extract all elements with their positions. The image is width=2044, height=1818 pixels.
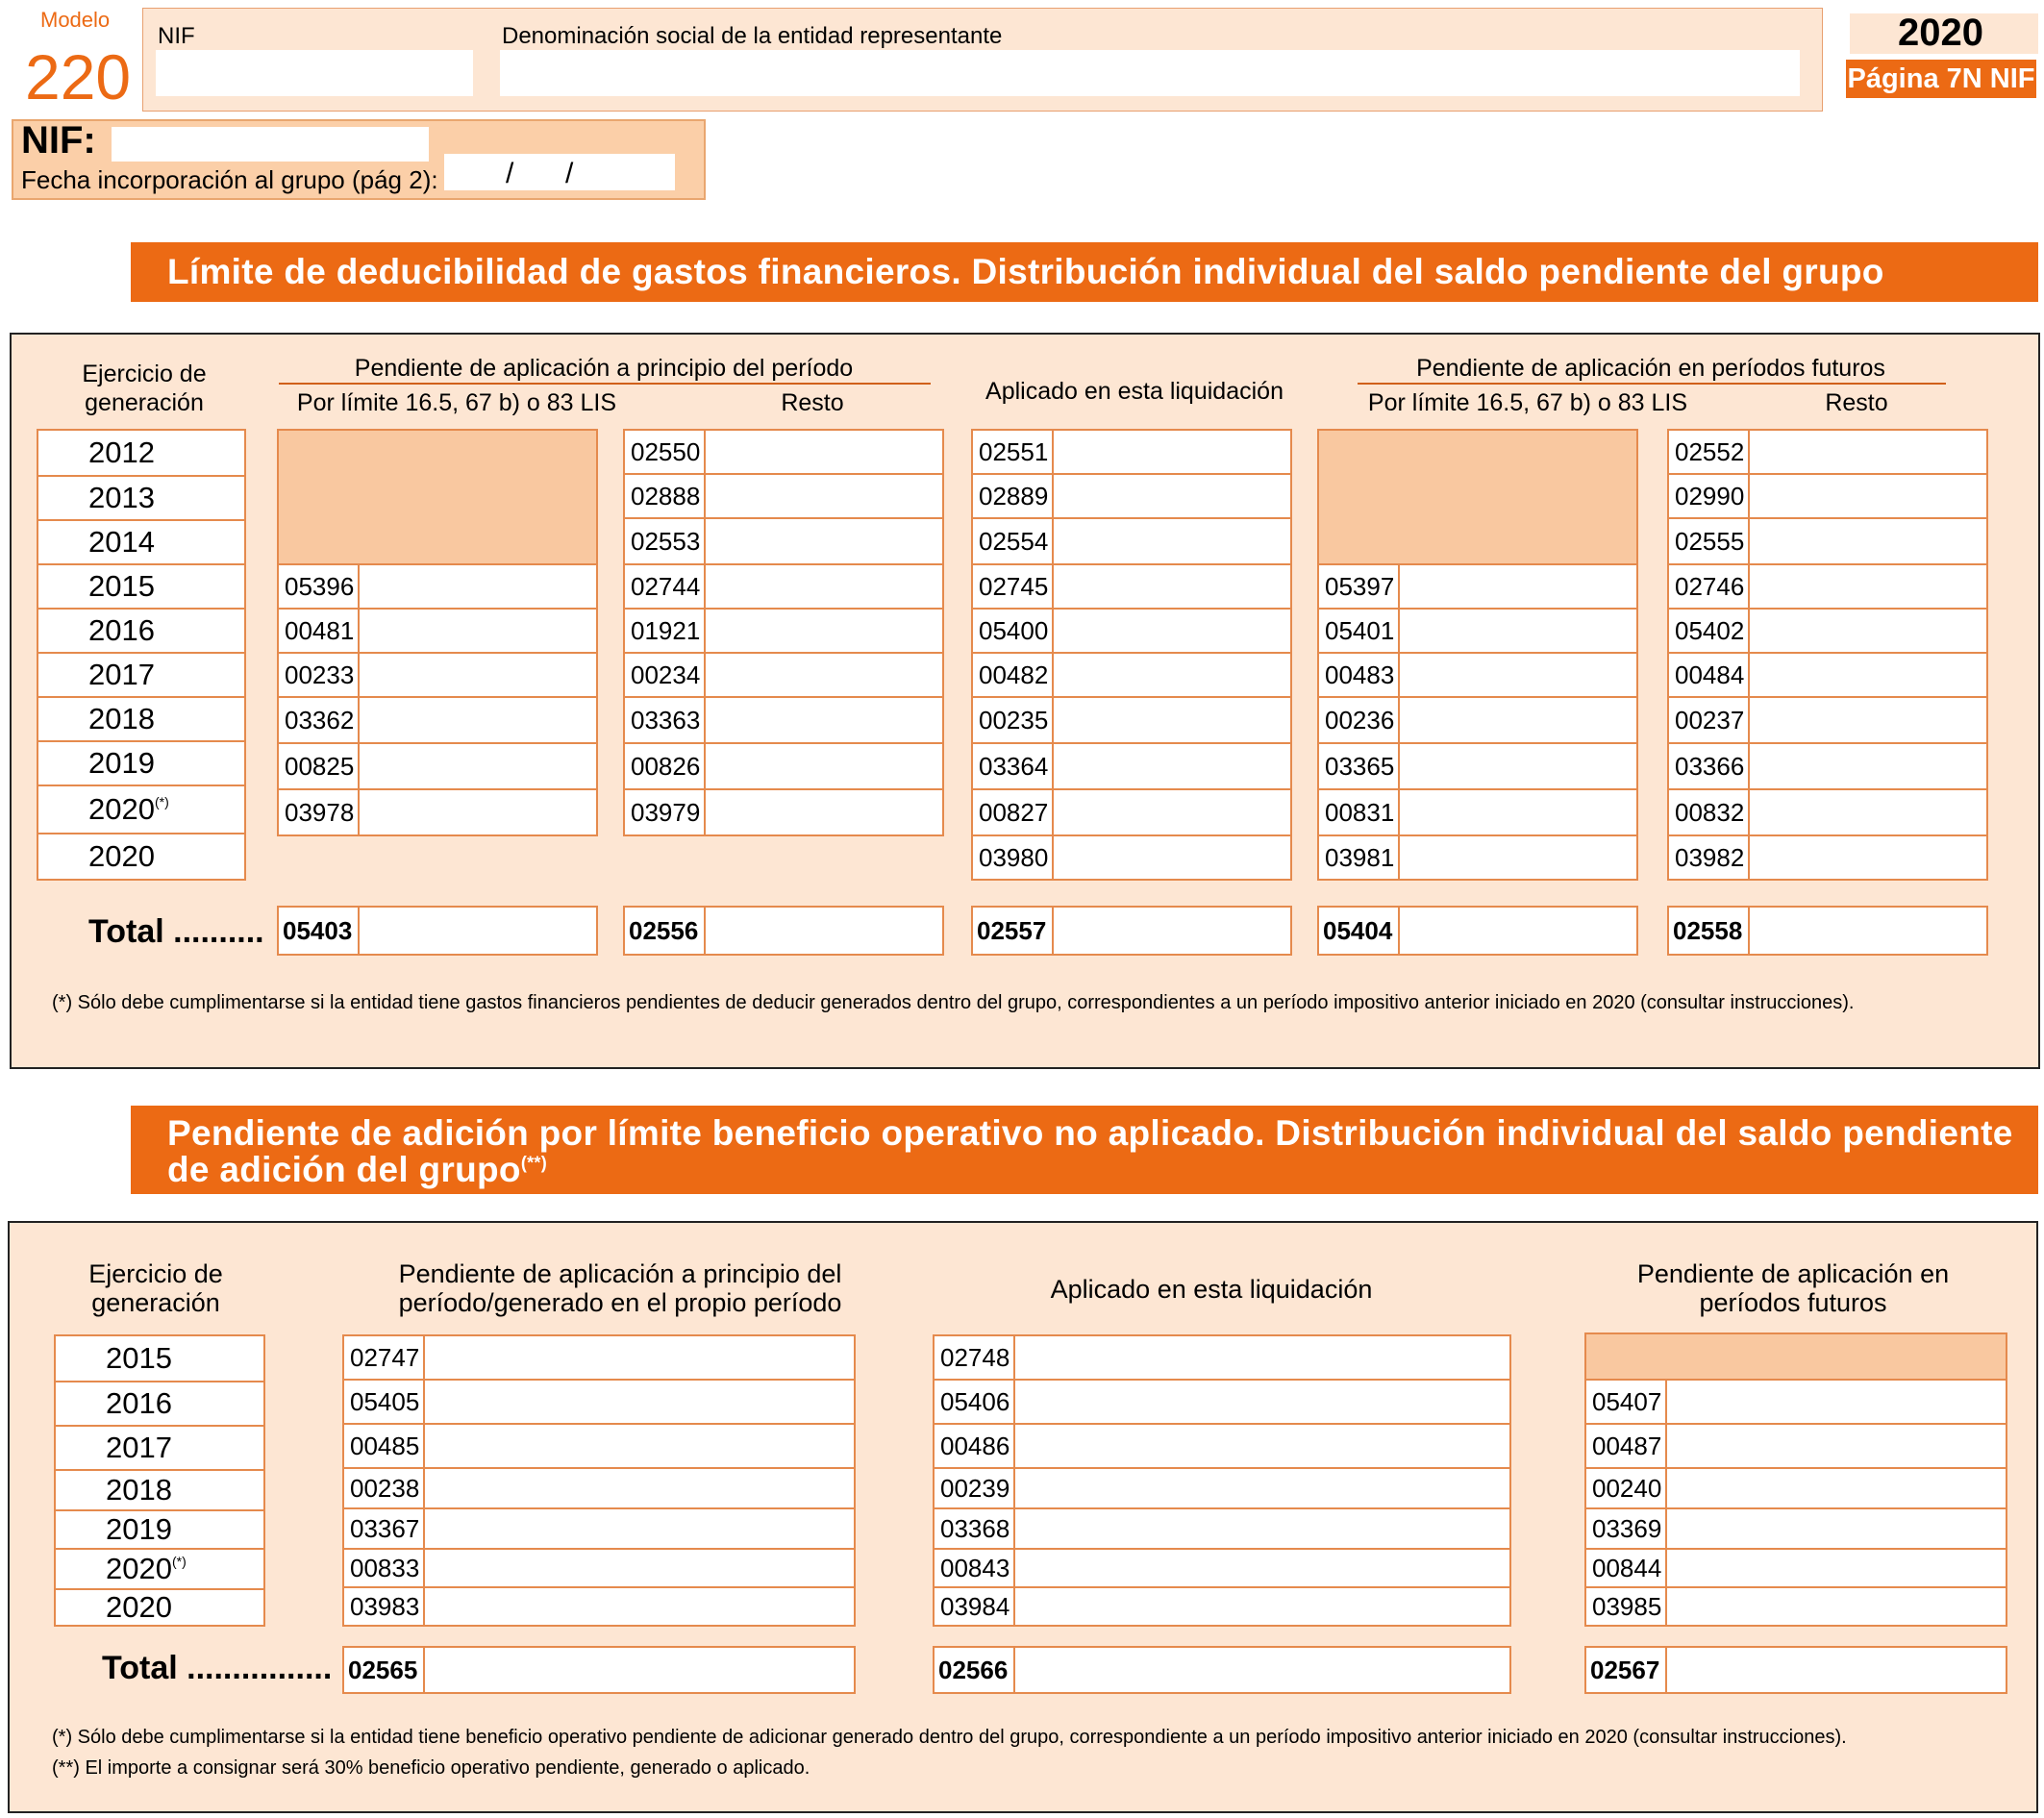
field-code: 02746: [1669, 565, 1750, 608]
s2-header-futuros: Pendiente de aplicación en períodos futuros: [1636, 1259, 1950, 1317]
s1-col5-cell: [1669, 744, 1986, 790]
s1-col5-cell: [1669, 431, 1986, 475]
s1-col5-input[interactable]: [1752, 521, 1984, 561]
s2-col2-cell: [935, 1588, 1509, 1625]
s1-total-box-1: [277, 906, 598, 956]
s1-col3-cell: [973, 744, 1290, 790]
field-code: 03367: [344, 1509, 425, 1548]
s2-total-box-3: [1584, 1646, 2007, 1694]
s1-col3-cell: [973, 565, 1290, 610]
field-code: 03369: [1586, 1509, 1667, 1548]
s1-col1-cell: [279, 565, 596, 610]
s1-col4-cell: [1319, 790, 1636, 836]
s2-col1-input[interactable]: [427, 1427, 852, 1465]
s1-col2-input[interactable]: [708, 792, 940, 833]
nif-label: NIF: [158, 23, 195, 49]
s1-col3-input[interactable]: [1056, 656, 1288, 694]
field-code: 00484: [1669, 654, 1750, 696]
field-code: 05406: [935, 1381, 1015, 1423]
s2-year: 2016: [56, 1382, 263, 1427]
field-code: 00240: [1586, 1469, 1667, 1507]
s1-total-input-2[interactable]: [708, 909, 940, 952]
s1-col3-cell: [973, 519, 1290, 565]
s1-col1-input[interactable]: [361, 746, 594, 786]
field-code: 00238: [344, 1469, 425, 1507]
field-code: 00481: [279, 610, 360, 652]
s1-col3-cell: [973, 475, 1290, 519]
s2-col2-input[interactable]: [1017, 1471, 1508, 1506]
s1-header-underline-1: [279, 383, 931, 385]
field-code: 03981: [1319, 836, 1400, 879]
s1-col5-input[interactable]: [1752, 611, 1984, 650]
s1-year: 2017: [38, 654, 244, 698]
s1-col5-input[interactable]: [1752, 746, 1984, 786]
field-code: 02747: [344, 1336, 425, 1379]
s1-col5-input[interactable]: [1752, 477, 1984, 515]
field-code: 00483: [1319, 654, 1400, 696]
s2-col1-input[interactable]: [427, 1382, 852, 1421]
s2-col1-input[interactable]: [427, 1338, 852, 1377]
s2-col1-cell: [344, 1588, 854, 1625]
s1-col5-cell: [1669, 836, 1986, 879]
field-code: 00234: [625, 654, 706, 696]
field-code: 00235: [973, 698, 1054, 742]
field-code: 03368: [935, 1509, 1015, 1548]
s1-col1-cell: [279, 790, 596, 834]
s1-col4-input[interactable]: [1402, 611, 1634, 650]
denominacion-label: Denominación social de la entidad representante: [502, 23, 1003, 49]
field-code: 05397: [1319, 565, 1400, 608]
s1-col2-cell: [625, 565, 942, 610]
year-label: 2020: [1898, 12, 1983, 54]
s2-col3-input[interactable]: [1669, 1471, 2004, 1506]
s1-year: 2014: [38, 521, 244, 565]
field-code: 02551: [973, 431, 1054, 473]
nif-field[interactable]: [156, 50, 473, 96]
s1-col1-input[interactable]: [361, 792, 594, 833]
s2-col2-input[interactable]: [1017, 1338, 1508, 1377]
s1-total-input-1[interactable]: [361, 909, 594, 952]
field-code: 00236: [1319, 698, 1400, 742]
modelo-number: 220: [25, 41, 132, 112]
s2-year: 2018: [56, 1471, 263, 1511]
s2-col3-cell: [1586, 1381, 2006, 1425]
s2-col1-cell: [344, 1381, 854, 1425]
field-code: 03364: [973, 744, 1054, 788]
s1-col1-cell: [279, 744, 596, 790]
s1-col1-input[interactable]: [361, 700, 594, 740]
s1-year: 2019: [38, 742, 244, 786]
s1-col4-input[interactable]: [1402, 656, 1634, 694]
s1-col4-box: [1317, 429, 1638, 881]
section2-title-line2: de adición del grupo(**): [167, 1150, 548, 1189]
s1-header-underline-2: [1358, 383, 1946, 385]
s1-col4-input[interactable]: [1402, 700, 1634, 740]
s2-col2-input[interactable]: [1017, 1427, 1508, 1465]
s2-col1-cell: [344, 1509, 854, 1550]
page-label: Página 7N NIF: [1846, 60, 2036, 98]
s1-col3-input[interactable]: [1056, 611, 1288, 650]
s2-col3-input[interactable]: [1669, 1382, 2004, 1421]
s1-col5-input[interactable]: [1752, 838, 1984, 877]
s1-col2-input[interactable]: [708, 433, 940, 471]
s1-col5-cell: [1669, 519, 1986, 565]
field-code: 03982: [1669, 836, 1750, 879]
s1-col3-input[interactable]: [1056, 838, 1288, 877]
s1-col2-input[interactable]: [708, 477, 940, 515]
s1-col5-cell: [1669, 654, 1986, 698]
s2-col3-box: [1584, 1332, 2007, 1627]
s2-col3-shaded: [1586, 1334, 2006, 1381]
s2-col1-cell: [344, 1336, 854, 1381]
field-code: 00844: [1586, 1550, 1667, 1586]
s2-col3-cell: [1586, 1509, 2006, 1550]
s1-col2-input[interactable]: [708, 611, 940, 650]
s1-col1-input[interactable]: [361, 611, 594, 650]
s1-total-input-5[interactable]: [1752, 909, 1984, 952]
s1-col4-input[interactable]: [1402, 792, 1634, 833]
s1-col5-cell: [1669, 610, 1986, 654]
s2-footnote-2: (**) El importe a consignar será 30% beneficio operativo pendiente, generado o aplicado.: [52, 1757, 810, 1779]
s1-col4-cell: [1319, 744, 1636, 790]
s2-col1-box: [342, 1334, 856, 1627]
field-code: 00239: [935, 1469, 1015, 1507]
s2-col3-cell: [1586, 1469, 2006, 1509]
field-code: 02745: [973, 565, 1054, 608]
field-code: 03979: [625, 790, 706, 834]
s1-footnote: (*) Sólo debe cumplimentarse si la entidad tiene gastos financieros pendientes de deducir generados dentro del grupo, correspondientes a un período impositivo anterior iniciado en 2020 (consultar instrucciones).: [52, 992, 1855, 1013]
field-code: 02553: [625, 519, 706, 563]
s1-col2-box: [623, 429, 944, 836]
field-code: 00487: [1586, 1425, 1667, 1467]
s1-header-resto: Resto: [781, 389, 844, 416]
s2-year: 2020 (*): [56, 1550, 263, 1590]
date-separator-1: /: [506, 158, 514, 189]
field-code: 02565: [344, 1648, 425, 1692]
field-code: 05400: [973, 610, 1054, 652]
s1-col3-box: [971, 429, 1292, 881]
s1-year-column: [37, 429, 246, 881]
s1-col4-input[interactable]: [1402, 838, 1634, 877]
field-code: 00825: [279, 744, 360, 788]
s1-col5-input[interactable]: [1752, 433, 1984, 471]
s1-col5-input[interactable]: [1752, 567, 1984, 606]
s1-col1-input[interactable]: [361, 656, 594, 694]
s1-total-input-4[interactable]: [1402, 909, 1634, 952]
s1-header-pendiente-futuros: Pendiente de aplicación en períodos futuros: [1416, 355, 1885, 382]
s1-col3-cell: [973, 790, 1290, 836]
s2-header-pendiente: Pendiente de aplicación a principio del período/generado en el propio período: [398, 1259, 842, 1317]
s1-col2-input[interactable]: [708, 567, 940, 606]
s1-col4-cell: [1319, 610, 1636, 654]
field-code: 02550: [625, 431, 706, 473]
s1-col3-input[interactable]: [1056, 746, 1288, 786]
field-code: 00832: [1669, 790, 1750, 834]
field-code: 02990: [1669, 475, 1750, 517]
field-code: 00831: [1319, 790, 1400, 834]
s2-col1-input[interactable]: [427, 1471, 852, 1506]
s1-col4-shaded: [1319, 431, 1636, 565]
s1-col2-input[interactable]: [708, 656, 940, 694]
s1-year: 2018: [38, 698, 244, 742]
s2-header-ejercicio: Ejercicio de generación: [88, 1259, 223, 1317]
s1-col3-cell: [973, 654, 1290, 698]
s1-col5-cell: [1669, 790, 1986, 836]
field-code: 05404: [1319, 908, 1400, 954]
s1-col2-cell: [625, 744, 942, 790]
s2-total-input-2[interactable]: [1017, 1650, 1508, 1690]
s1-year: 2012: [38, 431, 244, 477]
field-code: 02748: [935, 1336, 1015, 1379]
s1-col1-cell: [279, 654, 596, 698]
s1-total-box-5: [1667, 906, 1988, 956]
s1-col2-cell: [625, 519, 942, 565]
field-code: 03980: [973, 836, 1054, 879]
field-code: 02566: [935, 1648, 1015, 1692]
field-code: 05401: [1319, 610, 1400, 652]
s1-col4-cell: [1319, 565, 1636, 610]
s2-year: 2019: [56, 1511, 263, 1550]
s2-year-column: [54, 1334, 265, 1627]
s1-total-input-3[interactable]: [1056, 909, 1288, 952]
s2-total-box-1: [342, 1646, 856, 1694]
s1-col5-cell: [1669, 475, 1986, 519]
fecha-label: Fecha incorporación al grupo (pág 2):: [21, 165, 438, 194]
field-code: 02888: [625, 475, 706, 517]
s1-header-pendiente-principio: Pendiente de aplicación a principio del período: [354, 355, 854, 382]
s1-year: 2020: [88, 839, 155, 873]
nif-big-label: NIF:: [21, 119, 96, 162]
field-code: 03365: [1319, 744, 1400, 788]
s1-col2-cell: [625, 475, 942, 519]
s1-col1-cell: [279, 698, 596, 744]
s2-total-label: Total ................: [102, 1650, 333, 1686]
field-code: 02744: [625, 565, 706, 608]
field-code: 00486: [935, 1425, 1015, 1467]
s2-year: 2017: [56, 1427, 263, 1471]
s2-col3-input[interactable]: [1669, 1590, 2004, 1623]
s1-col3-input[interactable]: [1056, 700, 1288, 740]
s1-col1-cell: [279, 610, 596, 654]
s2-col2-input[interactable]: [1017, 1552, 1508, 1584]
s1-col4-cell: [1319, 698, 1636, 744]
fecha-field[interactable]: [444, 154, 675, 190]
s1-col5-box: [1667, 429, 1988, 881]
s1-total-box-3: [971, 906, 1292, 956]
s2-col2-cell: [935, 1425, 1509, 1469]
s1-col5-input[interactable]: [1752, 700, 1984, 740]
s1-year: 2016: [38, 610, 244, 654]
s1-header-por-limite: Por límite 16.5, 67 b) o 83 LIS: [296, 389, 617, 416]
s1-col3-input[interactable]: [1056, 433, 1288, 471]
field-code: 02556: [625, 908, 706, 954]
s1-col2-cell: [625, 654, 942, 698]
s1-col4-cell: [1319, 836, 1636, 879]
field-code: 00826: [625, 744, 706, 788]
s1-col2-cell: [625, 610, 942, 654]
s1-total-label: Total ..........: [88, 913, 264, 950]
s1-year: 2015: [38, 565, 244, 610]
field-code: 03363: [625, 698, 706, 742]
field-code: 00233: [279, 654, 360, 696]
s2-col1-input[interactable]: [427, 1590, 852, 1623]
s1-col1-box: [277, 429, 598, 836]
field-code: 00827: [973, 790, 1054, 834]
field-code: 02567: [1586, 1648, 1667, 1692]
s1-col2-cell: [625, 698, 942, 744]
s1-col2-input[interactable]: [708, 746, 940, 786]
s2-col2-box: [933, 1334, 1511, 1627]
s1-col3-cell: [973, 698, 1290, 744]
s2-col3-input[interactable]: [1669, 1552, 2004, 1584]
s1-col2-cell: [625, 790, 942, 834]
s1-col5-input[interactable]: [1752, 656, 1984, 694]
field-code: 00237: [1669, 698, 1750, 742]
s2-col2-cell: [935, 1550, 1509, 1588]
s2-col2-input[interactable]: [1017, 1382, 1508, 1421]
nif-group-field[interactable]: [112, 127, 429, 162]
field-code: 01921: [625, 610, 706, 652]
field-code: 02555: [1669, 519, 1750, 563]
field-code: 02552: [1669, 431, 1750, 473]
s2-total-input-3[interactable]: [1669, 1650, 2004, 1690]
field-code: 05396: [279, 565, 360, 608]
s1-col4-input[interactable]: [1402, 567, 1634, 606]
s2-total-box-2: [933, 1646, 1511, 1694]
field-code: 03985: [1586, 1588, 1667, 1625]
s1-total-box-4: [1317, 906, 1638, 956]
s1-header-por-limite-2: Por límite 16.5, 67 b) o 83 LIS: [1367, 389, 1688, 416]
s1-col3-cell: [973, 610, 1290, 654]
s1-col3-input[interactable]: [1056, 567, 1288, 606]
field-code: 05405: [344, 1381, 425, 1423]
s2-col2-cell: [935, 1336, 1509, 1381]
s1-col4-input[interactable]: [1402, 746, 1634, 786]
field-code: 02558: [1669, 908, 1750, 954]
s2-col1-cell: [344, 1425, 854, 1469]
s1-col5-cell: [1669, 565, 1986, 610]
modelo-label: Modelo: [40, 8, 111, 32]
s2-col1-cell: [344, 1469, 854, 1509]
s1-col3-cell: [973, 431, 1290, 475]
s2-col3-cell: [1586, 1550, 2006, 1588]
s1-header-resto-2: Resto: [1825, 389, 1888, 416]
s1-col3-input[interactable]: [1056, 792, 1288, 833]
field-code: 00482: [973, 654, 1054, 696]
s1-col5-input[interactable]: [1752, 792, 1984, 833]
s1-col3-input[interactable]: [1056, 477, 1288, 515]
section1-title: Límite de deducibilidad de gastos financieros. Distribución individual del saldo pendiente del grupo: [167, 252, 1884, 291]
s2-col2-cell: [935, 1469, 1509, 1509]
s2-col3-input[interactable]: [1669, 1511, 2004, 1546]
field-code: 00843: [935, 1550, 1015, 1586]
s2-col1-input[interactable]: [427, 1511, 852, 1546]
section2-title-line1: Pendiente de adición por límite beneficio operativo no aplicado. Distribución individual del saldo pendiente: [167, 1113, 2013, 1153]
field-code: 05403: [279, 908, 360, 954]
s1-col1-input[interactable]: [361, 567, 594, 606]
field-code: 03984: [935, 1588, 1015, 1625]
s1-col2-input[interactable]: [708, 700, 940, 740]
s1-col2-input[interactable]: [708, 521, 940, 561]
s2-col2-cell: [935, 1509, 1509, 1550]
s2-col1-input[interactable]: [427, 1552, 852, 1584]
denominacion-field[interactable]: [500, 50, 1800, 96]
s1-header-ejercicio: Ejercicio de generación: [82, 361, 207, 416]
s2-col2-input[interactable]: [1017, 1511, 1508, 1546]
field-code: 00833: [344, 1550, 425, 1586]
s1-col3-cell: [973, 836, 1290, 879]
field-code: 02554: [973, 519, 1054, 563]
s1-col2-cell: [625, 431, 942, 475]
s2-col3-cell: [1586, 1588, 2006, 1625]
s1-col5-cell: [1669, 698, 1986, 744]
s1-total-box-2: [623, 906, 944, 956]
s1-col1-shaded: [279, 431, 596, 565]
s1-year: 2020 (*): [38, 786, 244, 834]
field-code: 03362: [279, 698, 360, 742]
s1-header-aplicado: Aplicado en esta liquidación: [985, 378, 1284, 405]
s2-col2-input[interactable]: [1017, 1590, 1508, 1623]
s2-total-input-1[interactable]: [427, 1650, 852, 1690]
s2-col1-cell: [344, 1550, 854, 1588]
field-code: 03978: [279, 790, 360, 834]
s1-col4-cell: [1319, 654, 1636, 698]
field-code: 02557: [973, 908, 1054, 954]
field-code: 05402: [1669, 610, 1750, 652]
s1-col3-input[interactable]: [1056, 521, 1288, 561]
field-code: 00485: [344, 1425, 425, 1467]
s2-year: 2015: [56, 1336, 263, 1382]
s2-col2-cell: [935, 1381, 1509, 1425]
field-code: 03983: [344, 1588, 425, 1625]
field-code: 05407: [1586, 1381, 1667, 1423]
s2-year: 2020: [106, 1590, 172, 1624]
s2-footnote-1: (*) Sólo debe cumplimentarse si la entidad tiene beneficio operativo pendiente de adicionar generado dentro del grupo, correspondiente a un período impositivo anterior iniciado en 2020 (consultar instrucciones).: [52, 1727, 1847, 1748]
date-separator-2: /: [565, 158, 574, 189]
s2-col3-input[interactable]: [1669, 1427, 2004, 1465]
s2-col3-cell: [1586, 1425, 2006, 1469]
s2-header-aplicado: Aplicado en esta liquidación: [1050, 1275, 1373, 1304]
field-code: 02889: [973, 475, 1054, 517]
s1-year: 2013: [38, 477, 244, 521]
field-code: 03366: [1669, 744, 1750, 788]
